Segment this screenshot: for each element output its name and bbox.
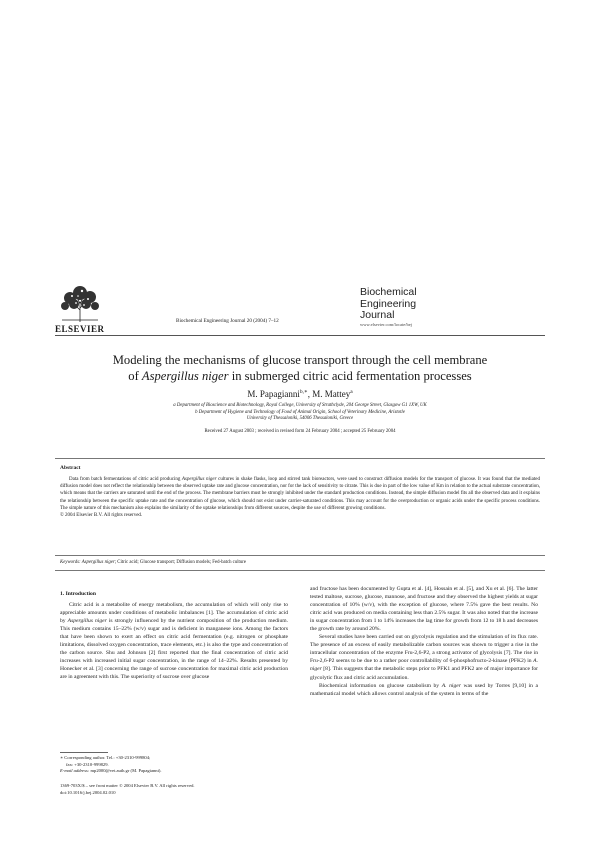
journal-title-line: Journal [360,309,395,321]
body-species: A. niger [441,682,461,689]
abstract-heading: Abstract [60,465,81,471]
body-text: [8]. This suggests that the metabolic steps prior to PFK1 and PFK2 are of major importance for glycolytic flux and citric acid accumulation. [310,666,538,681]
issn-line: 1369-703X/$ – see front matter © 2004 Elsevier B.V. All rights reserved. [60,783,195,788]
abstract-text: Data from batch fermentations of citric acid producing [69,477,182,482]
keywords-label: Keywords: [60,560,82,565]
left-column-paragraph [60,601,288,681]
title-text: in submerged citric acid fermentation processes [228,369,472,383]
body-text: Biochemical information on glucose catabolism by [319,682,442,689]
corresponding-author-footnote [60,755,288,775]
author-separator: , [307,389,313,399]
journal-title-line: Biochemical [360,286,417,298]
keywords-line [60,560,540,565]
affiliation-a: a Department of Bioscience and Biotechnology, Royal College, University of Strathclyde, 204 George Street, Glasgow G1 1XW, UK [173,403,427,408]
title-line-2 [60,368,540,384]
keywords-list[interactable]: ; Citric acid; Glucose transport; Diffusion models; Fed-batch culture [114,560,246,565]
email-address[interactable]: mp2000@vet.auth.gr (M. Papagianni). [90,768,162,774]
keywords-bottom-rule [55,570,545,571]
abstract-text: cultures in shake flasks, loop and stirred tank bioreactors, were used to construct diffusion models for the transport of glucose. It was found that the mediated diffusion model does not reflect the relationship between the observed uptake rate and glucose concentration, nor for the lack of sensitivity to citrate. This is due in part of the low value of Km in relation to the actual substrate concentration, which means that the carriers are saturated until the end of the process. The membrane barriers must be strongly inhibited under the standard production conditions. Instead, the simple diffusion model fits all the observed data and it explains the relationship between the specific uptake rate and the concentration of glucose, which should not exist under carrier-saturated conditions. This may account for the overproduction or organic acids under the specific process conditions. The simple nature of this mechanism also explains the similarity of the uptake relationships from different sources, despite the use of different growing conditions. [60,477,540,511]
footnote-rule [60,752,108,753]
publisher-name: ELSEVIER [55,324,105,334]
received-dates: Received 27 August 2003 ; received in revised form 24 February 2004 ; accepted 25 February 2004 [204,429,396,434]
doi-line[interactable]: doi:10.1016/j.bej.2004.02.010 [60,789,116,795]
footnote-email-line [60,768,288,775]
right-column [310,585,538,698]
right-paragraph-3 [310,682,538,698]
author-superscript: a [350,389,353,395]
footnote-line: ∗ Corresponding author. Tel.: +30-2310-999804; [60,755,151,760]
author-superscript: b,∗ [299,389,308,395]
article-title [60,352,540,384]
body-text: Several studies have been carried out on glycolysis regulation and the stimulation of its flux rate. The presence of an excess of easily metabolizable carbon sources was shown to trigger a rise in the intracellular concentration of the enzyme Fru-2,6-P2, a strong activator of glycolysis [7]. The rise in Fru-2,6-P2 seems to be due to a rather poor controllability of 6-phosphofructo-2-kinase (PFK2) in [310,634,538,665]
right-paragraph-2 [310,633,538,681]
elsevier-tree-logo [58,284,102,324]
journal-url[interactable]: www.elsevier.com/locate/bej [360,322,412,327]
affiliation-b: b Department of Hygiene and Technology of Food of Animal Origin, School of Veterinary Medicine, Aristotle [195,409,405,415]
footnote-line: fax: +30-2310-999829. [66,761,109,767]
title-line-1: Modeling the mechanisms of glucose transport through the cell membrane [112,353,488,367]
affiliation-b-continued: University of Thessaloniki, 54006 Thessaloniki, Greece [246,416,354,421]
right-paragraph-1: and fructose has been documented by Gupta et al. [4], Hossain et al. [5], and Xu et al. [6]. The latter tested maltose, sucrose, glucose, mannose, and fructose and they observed the highest yields at sugar concentration of 10% (w/v), with the exception of glucose, where 7.5% gave the best results. No citric acid was produced on media containing less than 2.5% sugar. It was also noted that the increase in sugar concentration from 1 to 14% increases the lag time for growth from 12 to 18 h and decreases the growth rate by around 20%. [310,586,538,633]
journal-title-block [360,287,444,322]
body-text: is strongly influenced by the nutrient composition of the production medium. This medium contains 15–22% (w/v) sugar and is deficient in manganese ions. Among the factors that have been shown to exert an effect on citric acid fermentation (e.g. nitrogen or phosphate limitations, dissolved oxygen concentration, trace elements, etc.) is also the type and concentration of the carbon source. Shu and Johnson [2] first reported that the final concentration of citric acid increases with increased initial sugar concentration, in the range of 14–22%. Results presented by Honecker et al. [3] concerning the range of sucrose concentration for maximal citric acid production are in agreement with this. The superiority of sucrose over glucose [60,618,289,681]
abstract-top-rule [55,458,545,459]
issn-doi-block [60,783,320,796]
author-name[interactable]: M. Papagianni [247,389,300,399]
header-rule [55,335,545,336]
body-text: Citric acid is a metabolite of energy metabolism, the accumulation of which will only rise to appreciable amounts under conditions of metabolic imbalances [1]. The accumulation of citric acid by [60,602,288,625]
keywords-top-rule [55,555,545,556]
email-label: E-mail address: [60,768,91,774]
body-species: Aspergillus niger [67,618,107,625]
section-heading-introduction: 1. Introduction [60,591,96,597]
author-list [60,389,540,399]
title-species: Aspergillus niger [141,369,229,383]
journal-reference: Biochemical Engineering Journal 20 (2004) 7–12 [176,318,279,324]
author-name[interactable]: M. Mattey [312,389,351,399]
abstract-species: Aspergillus niger [181,477,217,482]
keywords-species[interactable]: Aspergillus niger [81,560,115,565]
body-text: was used by Torres [9,10] in a mathematical model which allows control analysis of the system in terms of the [310,682,538,697]
body-species: A. niger [310,658,538,673]
copyright: © 2004 Elsevier B.V. All rights reserved. [60,513,143,519]
journal-title-line: Engineering [360,297,417,310]
title-text: of [128,369,142,383]
abstract-body [60,476,540,519]
